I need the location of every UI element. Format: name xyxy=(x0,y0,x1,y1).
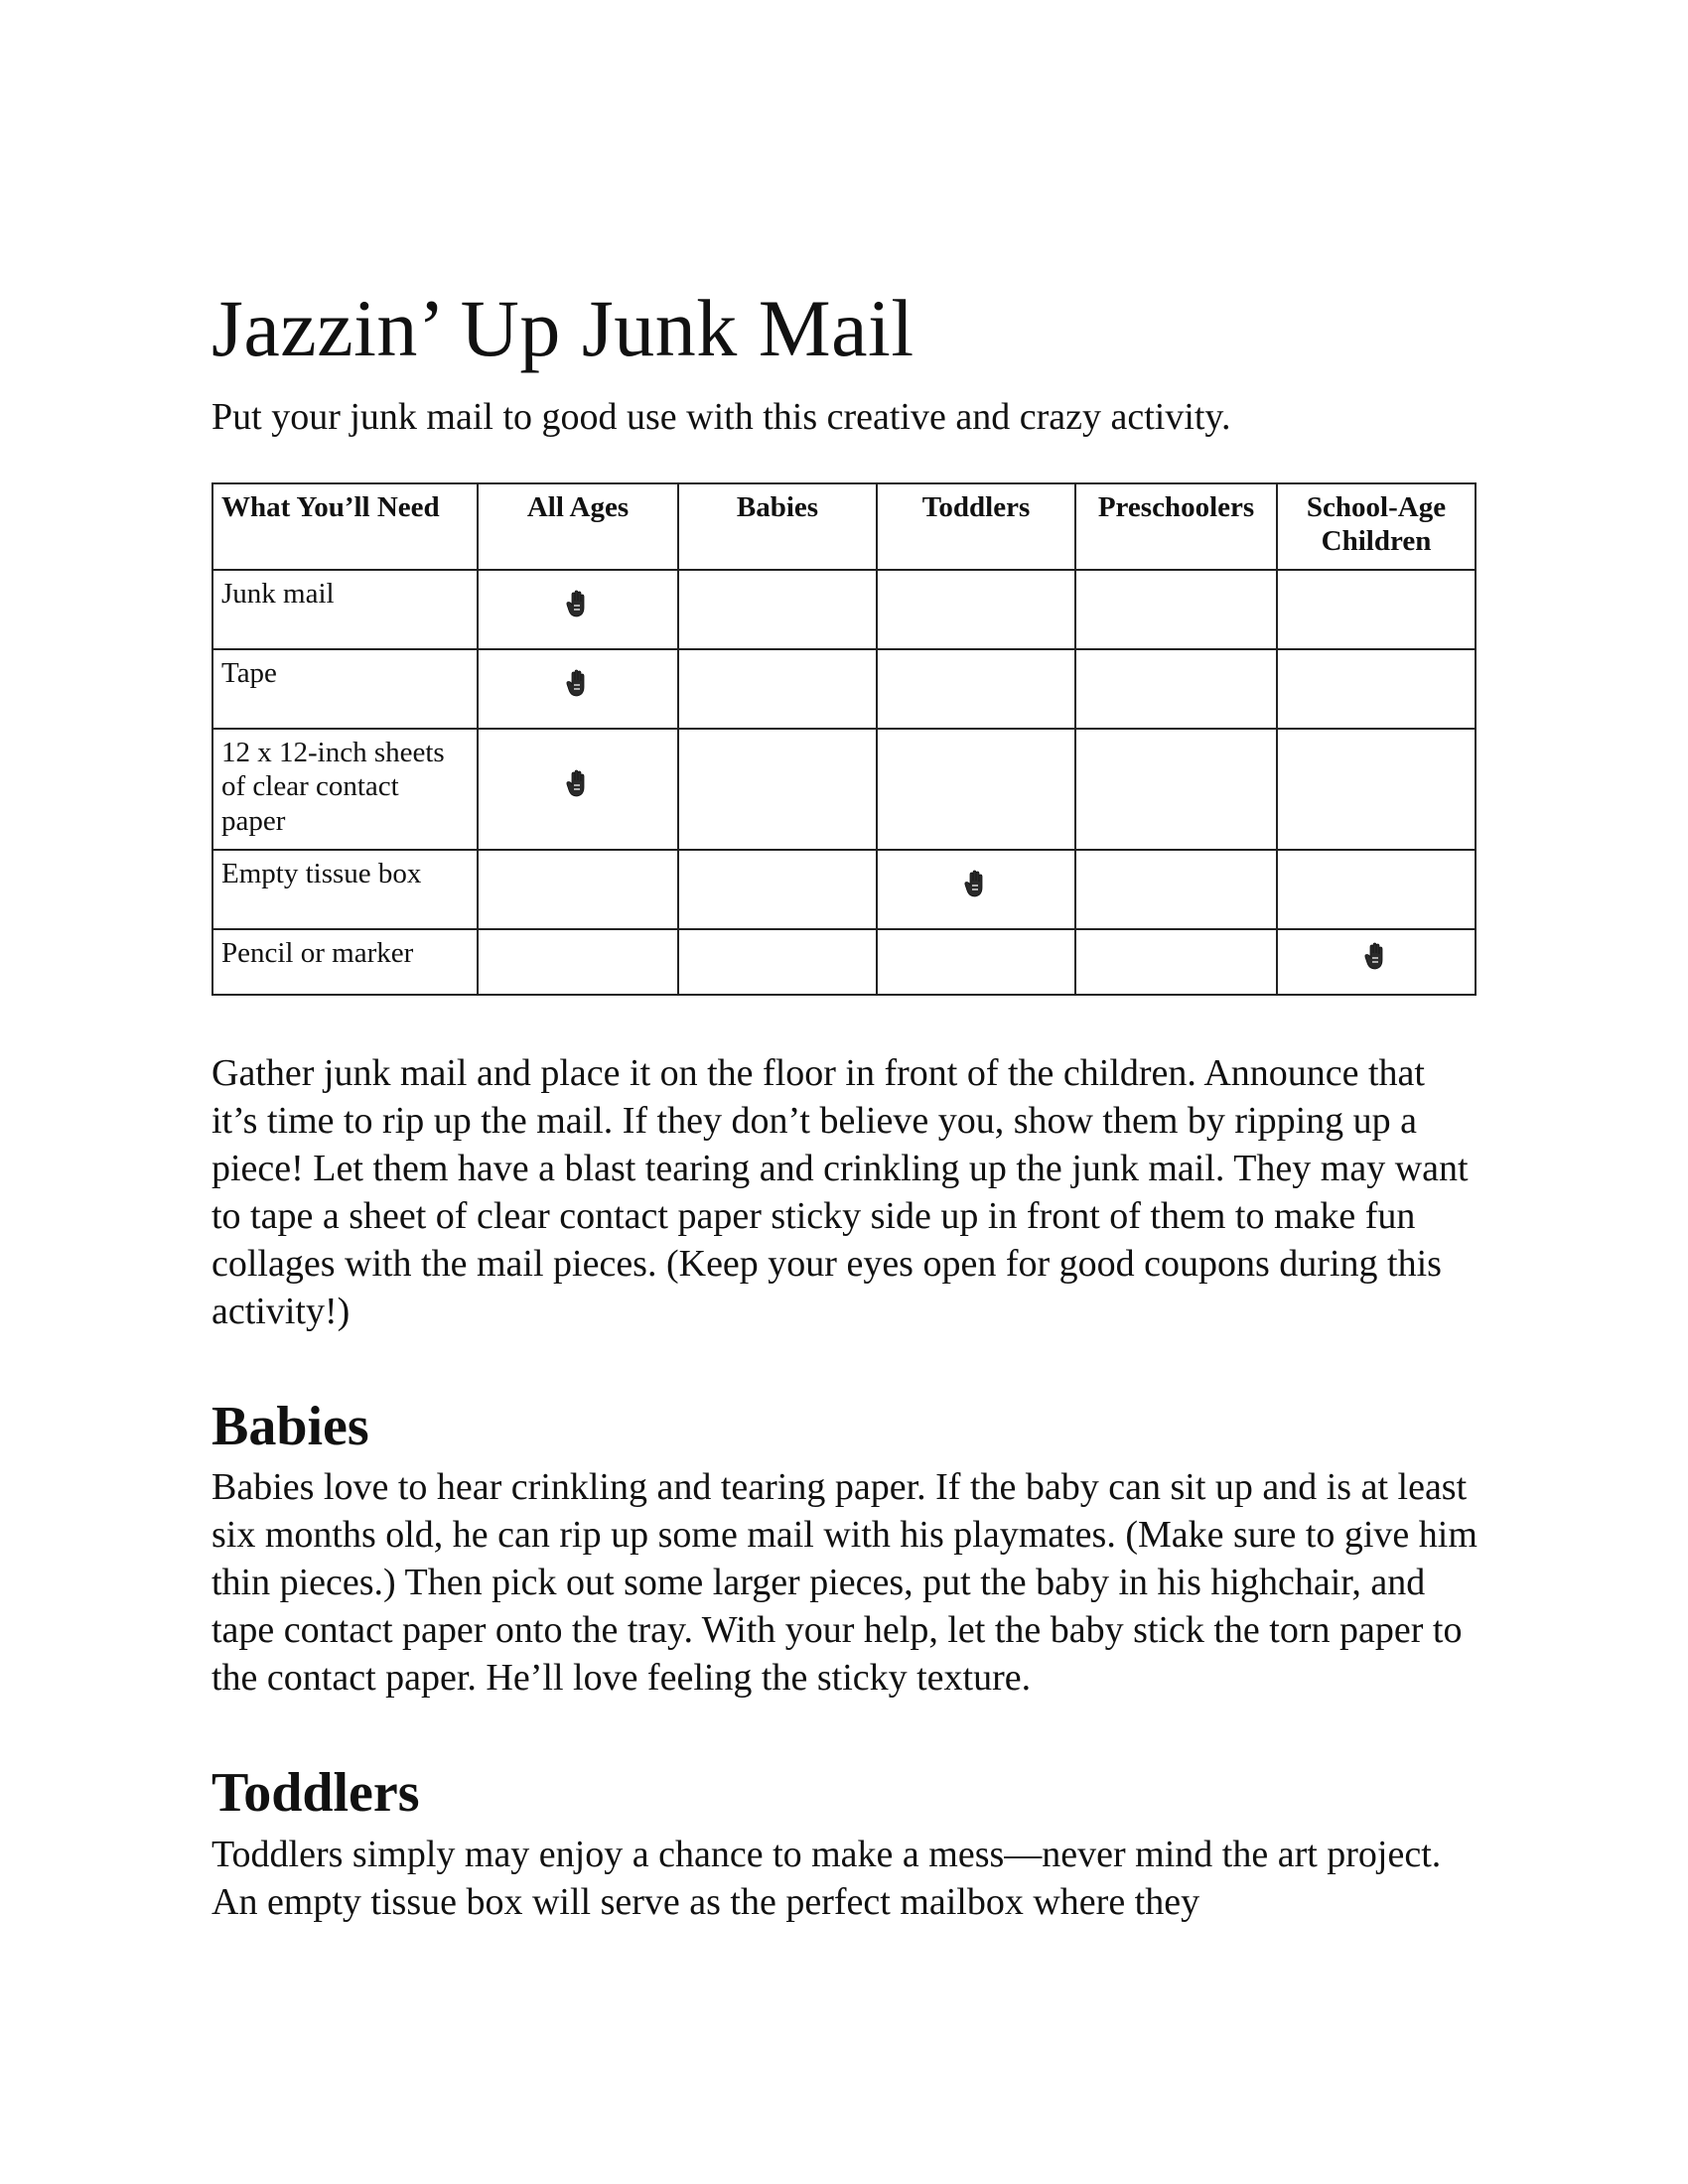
hand-icon xyxy=(963,870,989,899)
age-cell xyxy=(1277,729,1476,850)
age-cell xyxy=(1277,649,1476,729)
age-cell xyxy=(1075,729,1277,850)
section-text-toddlers: Toddlers simply may enjoy a chance to make a mess—never mind the art project. An empty tissue box will serve as the perfect mailbox where they xyxy=(211,1833,1442,1923)
supply-item-cell: Empty tissue box xyxy=(212,850,478,929)
hand-icon xyxy=(565,769,591,799)
table-row xyxy=(212,729,1476,850)
section-text-babies: Babies love to hear crinkling and tearing paper. If the baby can sit up and is at least six months old, he can rip up some mail with his playmates. (Make sure to give him thin pieces.) Then pick out some larger pieces, put the baby in his highchair, and tape contact paper onto the tray. With your help, let the baby stick the torn paper to the contact paper. He’ll love feeling the sticky texture. xyxy=(211,1466,1477,1700)
document-page xyxy=(211,283,1477,1926)
hand-icon xyxy=(1363,942,1389,972)
age-cell xyxy=(678,570,877,649)
age-cell xyxy=(877,929,1075,995)
page-subtitle: Put your junk mail to good use with this creative and crazy activity. xyxy=(211,396,1231,438)
section-heading-toddlers: Toddlers xyxy=(211,1762,420,1825)
age-cell xyxy=(678,729,877,850)
section-heading-babies: Babies xyxy=(211,1395,369,1457)
supplies-table xyxy=(211,482,1477,996)
header-all-ages: All Ages xyxy=(478,483,678,570)
age-cell xyxy=(877,649,1075,729)
age-cell xyxy=(478,729,678,850)
hand-icon xyxy=(565,590,591,619)
age-cell xyxy=(1075,570,1277,649)
age-cell xyxy=(1277,570,1476,649)
age-cell xyxy=(478,570,678,649)
age-cell xyxy=(678,850,877,929)
age-cell xyxy=(877,850,1075,929)
age-cell xyxy=(478,929,678,995)
age-cell xyxy=(877,729,1075,850)
table-header-row xyxy=(212,483,1476,570)
supply-item-cell: 12 x 12-inch sheets of clear contact paper xyxy=(212,729,478,850)
supply-item-cell: Junk mail xyxy=(212,570,478,649)
age-cell xyxy=(478,649,678,729)
header-babies: Babies xyxy=(678,483,877,570)
age-cell xyxy=(678,929,877,995)
age-cell xyxy=(678,649,877,729)
hand-icon xyxy=(565,669,591,699)
supply-item-cell: Tape xyxy=(212,649,478,729)
age-cell xyxy=(877,570,1075,649)
age-cell xyxy=(1075,929,1277,995)
supply-item-cell: Pencil or marker xyxy=(212,929,478,995)
header-toddlers: Toddlers xyxy=(877,483,1075,570)
table-row xyxy=(212,929,1476,995)
header-school-age-children: School-Age Children xyxy=(1277,483,1476,570)
header-preschoolers: Preschoolers xyxy=(1075,483,1277,570)
age-cell xyxy=(1277,929,1476,995)
age-cell xyxy=(1277,850,1476,929)
age-cell xyxy=(1075,649,1277,729)
intro-paragraph: Gather junk mail and place it on the floor in front of the children. Announce that it’s time to rip up the mail. If they don’t believe you, show them by ripping up a piece! Let them have a blast tearing and crinkling up the junk mail. They may want to tape a sheet of clear contact paper sticky side up in front of them to make fun collages with the mail pieces. (Keep your eyes open for good coupons during this activity!) xyxy=(211,1051,1469,1332)
page-title: Jazzin’ Up Junk Mail xyxy=(211,283,914,373)
age-cell xyxy=(478,850,678,929)
table-row xyxy=(212,570,1476,649)
header-what-youll-need: What You’ll Need xyxy=(212,483,478,570)
table-row xyxy=(212,850,1476,929)
table-row xyxy=(212,649,1476,729)
age-cell xyxy=(1075,850,1277,929)
